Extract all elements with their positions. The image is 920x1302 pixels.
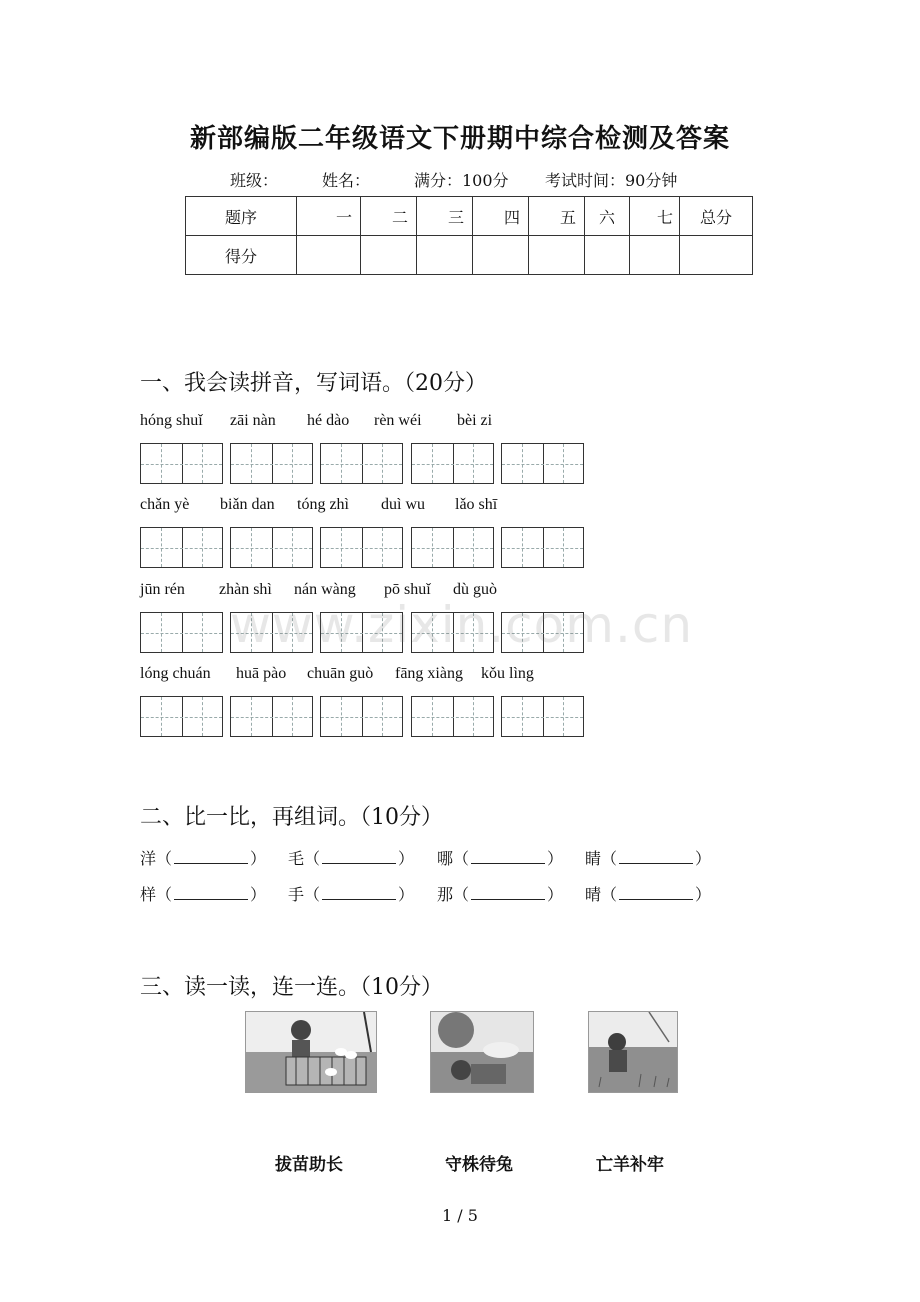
pinyin-label: tóng zhì	[297, 496, 349, 513]
pinyin-label: duì wu	[381, 496, 425, 513]
sheep-pen-icon	[246, 1012, 376, 1092]
header-cell: 四	[473, 197, 529, 236]
close-paren: ）	[547, 849, 564, 868]
row-label: 得分	[186, 236, 297, 275]
character: 睛	[585, 849, 602, 868]
close-paren: ）	[547, 885, 564, 904]
pinyin-label: pō shuǐ	[384, 581, 431, 598]
close-paren: ）	[250, 885, 267, 904]
idiom-label: 拔苗助长	[275, 1155, 343, 1175]
section3-heading: 三、读一读，连一连。（10分）	[140, 975, 443, 1000]
compare-word-item	[585, 846, 711, 869]
character: 哪	[437, 849, 454, 868]
character: 毛	[288, 849, 305, 868]
pinyin-label: zāi nàn	[230, 412, 276, 429]
pinyin-label: lǎo shī	[455, 496, 498, 513]
open-paren: （	[453, 885, 470, 904]
seedling-field-icon	[589, 1012, 677, 1092]
compare-word-item	[140, 846, 266, 869]
compare-word-item	[437, 882, 563, 905]
idiom-label: 亡羊补牢	[596, 1155, 664, 1175]
full-score-label: 满分：100分	[414, 171, 509, 190]
pinyin-label: huā pào	[236, 665, 287, 682]
close-paren: ）	[695, 849, 712, 868]
open-paren: （	[453, 849, 470, 868]
answer-blank[interactable]	[174, 885, 248, 900]
watermark: www.zixin.com.cn	[230, 596, 694, 654]
exam-time-label: 考试时间：90分钟	[545, 171, 678, 190]
header-cell: 二	[361, 197, 417, 236]
compare-word-item	[288, 882, 414, 905]
tree-stump-icon	[431, 1012, 533, 1092]
class-label: 班级：	[230, 171, 279, 190]
pinyin-label: zhàn shì	[219, 581, 272, 598]
pinyin-label: hé dào	[307, 412, 350, 429]
field-illustration	[588, 1011, 678, 1093]
close-paren: ）	[398, 885, 415, 904]
open-paren: （	[156, 885, 173, 904]
page-title: 新部编版二年级语文下册期中综合检测及答案	[189, 124, 730, 154]
name-label: 姓名：	[322, 171, 371, 190]
pinyin-label: chǎn yè	[140, 496, 190, 513]
open-paren: （	[601, 885, 618, 904]
pinyin-label: biǎn dan	[220, 496, 275, 513]
header-cell: 五	[529, 197, 585, 236]
pinyin-label: bèi zi	[457, 412, 493, 429]
answer-blank[interactable]	[471, 849, 545, 864]
compare-word-item	[140, 882, 266, 905]
compare-word-item	[288, 846, 414, 869]
character: 晴	[585, 885, 602, 904]
pinyin-label: fāng xiàng	[395, 665, 463, 682]
answer-blank[interactable]	[322, 885, 396, 900]
open-paren: （	[601, 849, 618, 868]
pinyin-label: jūn rén	[140, 581, 185, 598]
header-cell: 一	[297, 197, 361, 236]
character: 手	[288, 885, 305, 904]
compare-word-item	[585, 882, 711, 905]
character: 那	[437, 885, 454, 904]
header-cell: 六	[585, 197, 630, 236]
pinyin-label: dù guò	[453, 581, 497, 598]
idiom-label: 守株待兔	[445, 1155, 513, 1175]
open-paren: （	[304, 849, 321, 868]
answer-blank[interactable]	[322, 849, 396, 864]
header-cell: 总分	[680, 197, 753, 236]
character: 洋	[140, 849, 157, 868]
close-paren: ）	[695, 885, 712, 904]
compare-word-item	[437, 846, 563, 869]
close-paren: ）	[250, 849, 267, 868]
close-paren: ）	[398, 849, 415, 868]
pinyin-label: lóng chuán	[140, 665, 211, 682]
sheep-pen-illustration	[245, 1011, 377, 1093]
pinyin-label: kǒu lìng	[481, 665, 534, 682]
open-paren: （	[156, 849, 173, 868]
page-number: 1 / 5	[442, 1206, 478, 1225]
pinyin-label: chuān guò	[307, 665, 374, 682]
answer-blank[interactable]	[619, 849, 693, 864]
header-cell: 题序	[186, 197, 297, 236]
answer-blank[interactable]	[174, 849, 248, 864]
section1-heading: 一、我会读拼音，写词语。（20分）	[140, 371, 487, 396]
section2-heading: 二、比一比，再组词。（10分）	[140, 805, 443, 830]
header-cell: 三	[417, 197, 473, 236]
pinyin-label: hóng shuǐ	[140, 412, 203, 429]
answer-blank[interactable]	[471, 885, 545, 900]
answer-blank[interactable]	[619, 885, 693, 900]
pinyin-label: rèn wéi	[374, 412, 422, 429]
header-cell: 七	[630, 197, 680, 236]
open-paren: （	[304, 885, 321, 904]
character: 样	[140, 885, 157, 904]
pinyin-label: nán wàng	[294, 581, 356, 598]
tree-stump-illustration	[430, 1011, 534, 1093]
